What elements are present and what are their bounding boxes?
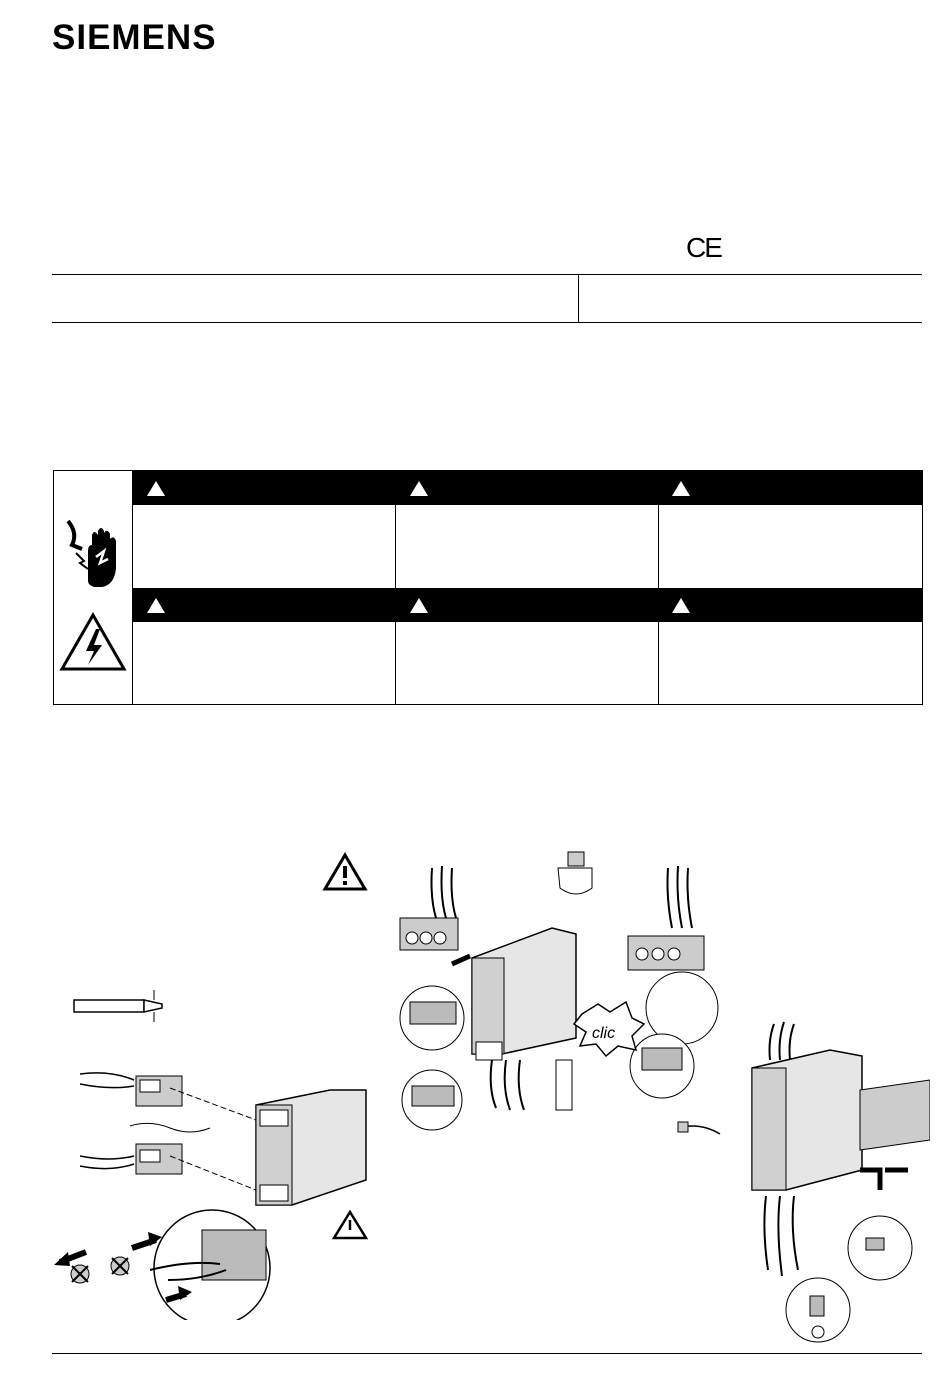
cell-divider <box>658 622 659 704</box>
top-rule <box>52 274 922 275</box>
warning-panel <box>53 470 923 705</box>
siemens-logo: SIEMENS <box>52 18 217 57</box>
footer-rule <box>52 1353 922 1354</box>
installation-wiring-drawing <box>50 980 380 1320</box>
rail-mounting-drawing <box>670 1020 930 1350</box>
ce-mark: CE <box>686 232 721 263</box>
warning-triangle-icon <box>672 598 690 613</box>
warning-bar-row1 <box>132 471 922 505</box>
cell-divider <box>658 505 659 588</box>
warning-triangle-icon <box>147 481 165 496</box>
second-rule <box>52 322 922 323</box>
clic-label: clic <box>592 1025 616 1042</box>
electric-shock-hand-icon <box>58 511 128 601</box>
caution-triangle-icon <box>322 852 368 892</box>
high-voltage-warning-icon <box>58 611 128 673</box>
warning-triangle-icon <box>410 481 428 496</box>
warning-triangle-icon <box>672 481 690 496</box>
cell-divider <box>395 622 396 704</box>
header-divider <box>578 274 579 323</box>
cell-divider <box>395 505 396 588</box>
warning-triangle-icon <box>410 598 428 613</box>
warning-symbol-column <box>54 471 133 704</box>
warning-bar-row2 <box>132 588 922 622</box>
warning-triangle-icon <box>147 598 165 613</box>
